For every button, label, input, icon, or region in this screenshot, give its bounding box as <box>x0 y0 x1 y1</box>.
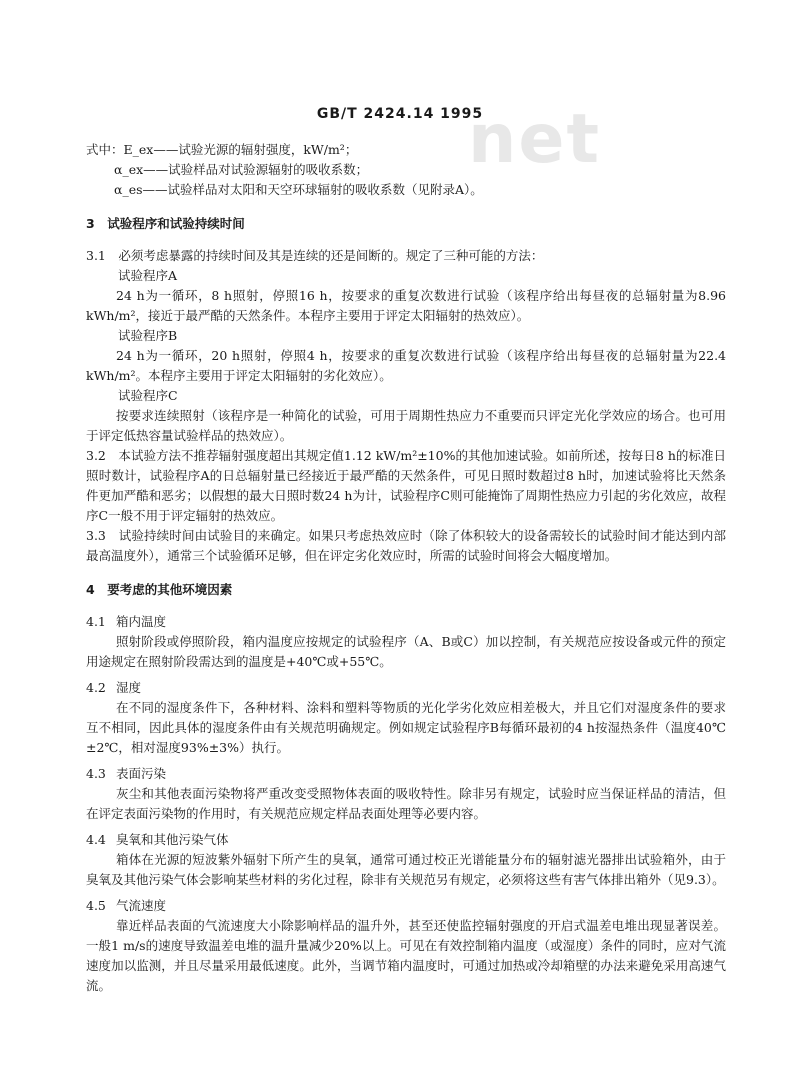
clause-4-5-number: 4.5 <box>86 898 106 913</box>
clause-4-1-text: 照射阶段或停照阶段，箱内温度应按规定的试验程序（A、B或C）加以控制，有关规范应按设备或元件的预定用途规定在照射阶段需达到的温度是+40℃或+55℃。 <box>86 634 726 669</box>
clause-4-3-heading <box>86 764 726 784</box>
clause-3-2: 3.2 本试验方法不推荐辐射强度超出其规定值1.12 kW/m²±10%的其他加速试验。如前所述，按每日8 h的标准日照时数计，试验程序A的日总辐射量已经接近于最严酷的天然条件，可见日照时数超过8 h时，加速试验将比天然条件更加严酷和恶劣；以假想的最大日照时数24 h为计，试验程序C则可能掩饰了周期性热应力引起的劣化效应，故程序C一般不用于评定辐射的热效应。 <box>86 448 726 523</box>
clause-4-3-text: 灰尘和其他表面污染物将严重改变受照物体表面的吸收特性。除非另有规定，试验时应当保证样品的清洁，但在评定表面污染物的作用时，有关规范应规定样品表面处理等必要内容。 <box>86 786 726 821</box>
clause-4-2-text: 在不同的湿度条件下，各种材料、涂料和塑料等物质的光化学劣化效应相差极大，并且它们对湿度条件的要求互不相同，因此具体的湿度条件由有关规范明确规定。例如规定试验程序B每循环最初的4 h按湿热条件（温度40℃±2℃，相对湿度93%±3%）执行。 <box>86 700 726 755</box>
clause-4-1-title: 箱内温度 <box>115 614 166 629</box>
clause-4-1-number: 4.1 <box>86 614 106 629</box>
clause-4-4-text: 箱体在光源的短波紫外辐射下所产生的臭氧，通常可通过校正光谱能量分布的辐射滤光器排出试验箱外，由于臭氧及其他污染气体会影响某些材料的劣化过程，除非有关规范另有规定，必须将这些有害气体排出箱外（见9.3）。 <box>86 852 726 887</box>
section-4-title: 4 要考虑的其他环境因素 <box>86 582 233 597</box>
clause-3-1: 3.1 必须考虑暴露的持续时间及其是连续的还是间断的。规定了三种可能的方法： <box>86 248 544 263</box>
clause-4-2-heading <box>86 678 726 698</box>
procedure-c-title: 试验程序C <box>118 388 178 403</box>
page-content <box>86 140 726 996</box>
clause-4-3-title: 表面污染 <box>115 766 166 781</box>
clause-4-5-title: 气流速度 <box>115 898 166 913</box>
clause-4-4-number: 4.4 <box>86 832 106 847</box>
clause-4-5-text: 靠近样品表面的气流速度大小除影响样品的温升外，甚至还使监控辐射强度的开启式温差电堆出现显著误差。一般1 m/s的速度导致温差电堆的温升量减少20%以上。可见在有效控制箱内温度（或湿度）条件的同时，应对气流速度加以监测，并且尽量采用最低速度。此外，当调节箱内温度时，可通过加热或冷却箱壁的办法来避免采用高速气流。 <box>86 918 726 993</box>
formula-note-aex: α_ex——试验样品对试验源辐射的吸收系数； <box>114 162 369 177</box>
section-3-title: 3 试验程序和试验持续时间 <box>86 216 245 231</box>
clause-4-4-title: 臭氧和其他污染气体 <box>115 832 229 847</box>
procedure-a-title: 试验程序A <box>118 268 178 283</box>
procedure-a-text: 24 h为一循环，8 h照射，停照16 h，按要求的重复次数进行试验（该程序给出每昼夜的总辐射量为8.96 kWh/m²，接近于最严酷的天然条件。本程序主要用于评定太阳辐射的热效应）。 <box>86 288 726 323</box>
clause-4-1-heading <box>86 612 726 632</box>
procedure-c-text: 按要求连续照射（该程序是一种简化的试验，可用于周期性热应力不重要而只评定光化学效应的场合。也可用于评定低热容量试验样品的热效应）。 <box>86 408 726 443</box>
clause-4-2-title: 湿度 <box>115 680 141 695</box>
page-header-standard-number: GB/T 2424.14 1995 <box>316 106 484 122</box>
watermark: net <box>468 100 602 179</box>
clause-4-5-heading <box>86 896 726 916</box>
procedure-b-title: 试验程序B <box>118 328 178 343</box>
clause-4-2-number: 4.2 <box>86 680 106 695</box>
clause-3-3: 3.3 试验持续时间由试验目的来确定。如果只考虑热效应时（除了体积较大的设备需较长的试验时间才能达到内部最高温度外），通常三个试验循环足够，但在评定劣化效应时，所需的试验时间将会大幅度增加。 <box>86 528 726 563</box>
clause-4-3-number: 4.3 <box>86 766 106 781</box>
formula-note-eex: 式中：E_ex——试验光源的辐射强度，kW/m²； <box>86 142 358 157</box>
formula-note-aes: α_es——试验样品对太阳和天空环球辐射的吸收系数（见附录A）。 <box>114 182 483 197</box>
procedure-b-text: 24 h为一循环，20 h照射，停照4 h，按要求的重复次数进行试验（该程序给出每昼夜的总辐射量为22.4 kWh/m²。本程序主要用于评定太阳辐射的劣化效应）。 <box>86 348 726 383</box>
clause-4-4-heading <box>86 830 726 850</box>
